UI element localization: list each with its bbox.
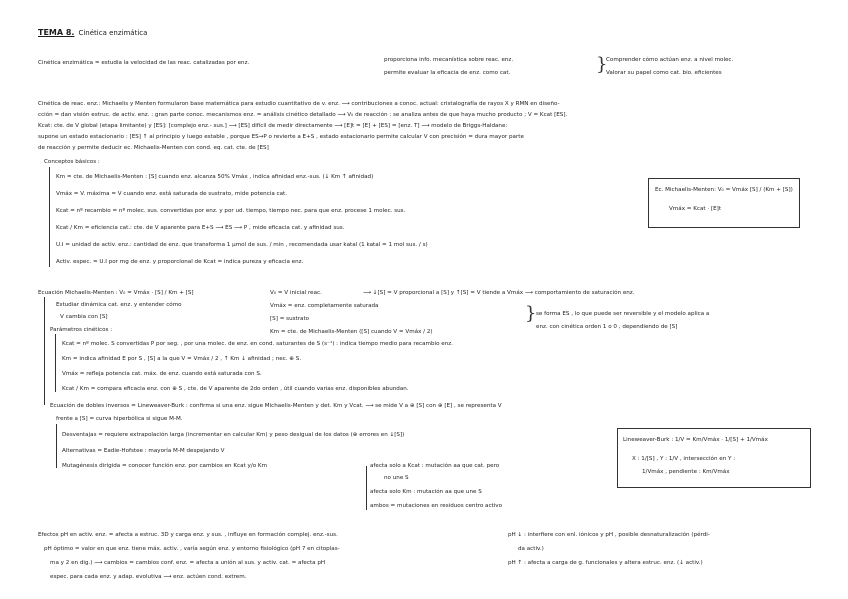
params-header: Parámetros cinéticos :	[50, 327, 113, 333]
brace-icon: }	[596, 54, 608, 75]
param-item: Km = indica afinidad E por S , [S] a la que V = Vmáx / 2 , ↑ Km ↓ afinidad ; nec. ⊕ S.	[62, 356, 302, 362]
params-arrow	[55, 334, 56, 392]
concept-item: Activ. espec. = U.I por mg de enz. y proporcional de Kcat = indica pureza y eficacia enz.	[56, 259, 304, 265]
lineweaver-burk-box	[617, 428, 811, 488]
param-item: Vmáx = refleja potencia cat. máx. de enz. cuando está saturada con S.	[62, 371, 262, 377]
sec3-s: [S] = sustrato	[270, 316, 310, 322]
sec4-line-2: pH óptimo = valor en que enz. tiene máx. activ. , varía según enz. y entorno fisiológico (pH 7 en citoplas-	[44, 546, 340, 552]
param-item: Kcat / Km = compara eficacia enz. con ⊕ S , cte. de V aparente de 2do orden , útil cuando varias enz. disponibles abundan.	[62, 386, 409, 392]
lineweaver-line-1: Ecuación de dobles inversos = Lineweaver-Burk : confirma si una enz. sigue Michaelis-Menten y det. Km y Vcat. ⟶ se mide V a ⊕ [S] con ⊕ [E] , se representa V	[50, 403, 502, 409]
mutagenesis-2: afecta solo Km : mutación aa que une S	[370, 489, 482, 495]
sec3-vmax: Vmáx = enz. completamente saturada	[270, 303, 379, 309]
sec4-right-1: pH ↓ : interfiere con enl. iónicos y pH , posible desnaturalización (pérdi-	[508, 532, 710, 538]
sec3-study: Estudiar dinámica cat. enz. y entender cómo	[56, 302, 182, 308]
lw-arrow	[56, 424, 57, 468]
box1-sub: Vmáx = Kcat · [E]t	[669, 206, 722, 212]
sec4-line-1: Efectos pH en activ. enz. = afecta a estruc. 3D y carga enz. y sus. , influye en formación complej. enz.-sus.	[38, 532, 338, 538]
concept-item: Kcat / Km = eficiencia cat.: cte. de V aparente para E+S ⟶ ES ⟶ P , mide eficacia cat. y afinidad sus.	[56, 225, 345, 231]
sec3-v0: V₀ = V inicial reac.	[270, 290, 322, 296]
sec2-line-5: de reacción y permite deducir ec. Michaelis-Menten con cond. eq. cat. cte. de [ES]	[38, 145, 269, 151]
sec3-equation: Ecuación Michaelis-Menten : V₀ = Vmáx · [S] / Km + [S]	[38, 290, 194, 296]
sec4-right-2: da activ.)	[518, 546, 544, 552]
sec4-line-4: espec. para cada enz. y adap. evolutiva ⟶ enz. actúen cond. extrem.	[50, 574, 247, 580]
concept-item: Kcat = nº recambio = nº molec. sus. convertidas por enz. y por ud. tiempo, tiempo nec. para que enz. procese 1 molec. sus.	[56, 208, 406, 214]
lw-item: Alternativas = Eadie-Hofstee : mayoría M-M despejando V	[62, 448, 225, 454]
box1-equation: Ec. Michaelis-Menten: V₀ = Vmáx [S] / (Km + [S])	[655, 187, 793, 193]
sec3-study-2: V cambia con [S]	[60, 314, 108, 320]
concept-item: U.I = unidad de activ. enz.: cantidad de enz. que transforma 1 µmol de sus. / min , recomendada usar katal (1 katal = 1 mol sus. / s)	[56, 242, 428, 248]
sec3-arrow	[44, 297, 45, 405]
sec2-line-4: supone un estado estacionario : [ES] ↑ al principio y luego estable , porque ES→P o revierte a E+S , estado estacionario permite calcular V con precisión = dura mayor parte	[38, 134, 524, 140]
concepts-header: Conceptos básicos :	[44, 159, 100, 165]
sec3-right-2: se forma ES , lo que puede ser reversible y el modelo aplica a	[536, 311, 710, 317]
brace-icon: }	[525, 303, 537, 324]
box2-line-2: 1/Vmáx , pendiente : Km/Vmáx	[642, 469, 730, 475]
topic-name: Cinética enzimática	[78, 29, 148, 37]
sec1-line: Cinética enzimática = estudia la velocidad de las reac. catalizadas por enz.	[38, 60, 250, 66]
box2-equation: Lineweaver-Burk : 1/V = Km/Vmáx · 1/[S] + 1/Vmáx	[623, 437, 768, 443]
sec3-right-3: enz. con cinética orden 1 o 0 , dependiendo de [S]	[536, 324, 678, 330]
param-item: Kcat = nº molec. S convertidas P por seg. , por una molec. de enz. en cond. saturantes de S (s⁻¹) : indica tiempo medio para recambio enz.	[62, 341, 453, 347]
sec3-right-1: ⟶ ↓[S] = V proporcional a [S] y ↑[S] = V tiende a Vmáx ⟶ comportamiento de saturación enz.	[363, 290, 635, 296]
sec1-note-b: Valorar su papel como cat. bio. eficientes	[606, 70, 722, 76]
box2-line-1: X : 1/[S] , Y : 1/V , intersección en Y :	[632, 456, 736, 462]
sec4-line-3: ma y 2 en dig.) ⟶ cambios = cambios conf. enz. = afecta a unión al sus. y activ. cat. = afecta pH	[50, 560, 326, 566]
sec1-branch-a: proporciona info. mecanística sobre reac. enz.	[384, 57, 514, 63]
sec1-note-a: Comprender cómo actúan enz. a nivel molec.	[606, 57, 734, 63]
sec2-line-2: cción = dan visión estruc. de activ. enz. : gran parte conoc. mecanismos enz. = análisis cinético detallado ⟶ V₀ de reacción : se analiza antes de que haya mucho producto ; V = Kcat [ES].	[38, 112, 568, 118]
lw-item: Mutagénesis dirigida = conocer función enz. por cambios en Kcat y/o Km	[62, 463, 268, 469]
sec1-branch-b: permite evaluar la eficacia de enz. como cat.	[384, 70, 511, 76]
sec2-line-3: Kcat: cte. de V global (etapa limitante) y [ES]: [complejo enz.- sus.] ⟶ [ES] difícil de medir directamente ⟶ [E]t = [E] + [ES] = [enz. T] ⟶ modelo de Briggs-Haldane:	[38, 123, 508, 129]
sec2-line-1: Cinética de reac. enz.: Michaelis y Menten formularon base matemática para estudio cuantitativo de v. enz. ⟶ contribuciones a conoc. actual: cristalografía de rayos X y RMN en diseño-	[38, 101, 560, 107]
concept-item: Vmáx = V. máxima = V cuando enz. está saturada de sustrato, mide potencia cat.	[56, 191, 288, 197]
concepts-arrow	[49, 167, 50, 267]
topic-number: TEMA 8.	[38, 28, 75, 37]
mutagenesis-3: ambos = mutaciones en residuos centro activo	[370, 503, 503, 509]
lw-item: Desventajas = requiere extrapolación larga (incrementar en calcular Km) y peso desigual de los datos (⊕ errores en ↓[S])	[62, 432, 405, 438]
mutagenesis-1: afecta solo a Kcat : mutación aa que cat. pero	[370, 463, 500, 469]
mutagenesis-1b: no une S	[384, 475, 409, 481]
sec4-right-3: pH ↑ : afecta a carga de g. funcionales y altera estruc. enz. (↓ activ.)	[508, 560, 703, 566]
lineweaver-line-2: frente a [S] = curva hiperbólica si sigue M-M.	[56, 416, 183, 422]
page-title	[38, 28, 147, 37]
michaelis-menten-box	[648, 178, 800, 228]
concept-item: Km = cte. de Michaelis-Menten : [S] cuando enz. alcanza 50% Vmáx , indica afinidad enz.-sus. (↓ Km ↑ afinidad)	[56, 174, 374, 180]
sec3-km: Km = cte. de Michaelis-Menten ([S] cuando V = Vmáx / 2)	[270, 329, 433, 335]
mutagenesis-arrow	[366, 466, 367, 510]
